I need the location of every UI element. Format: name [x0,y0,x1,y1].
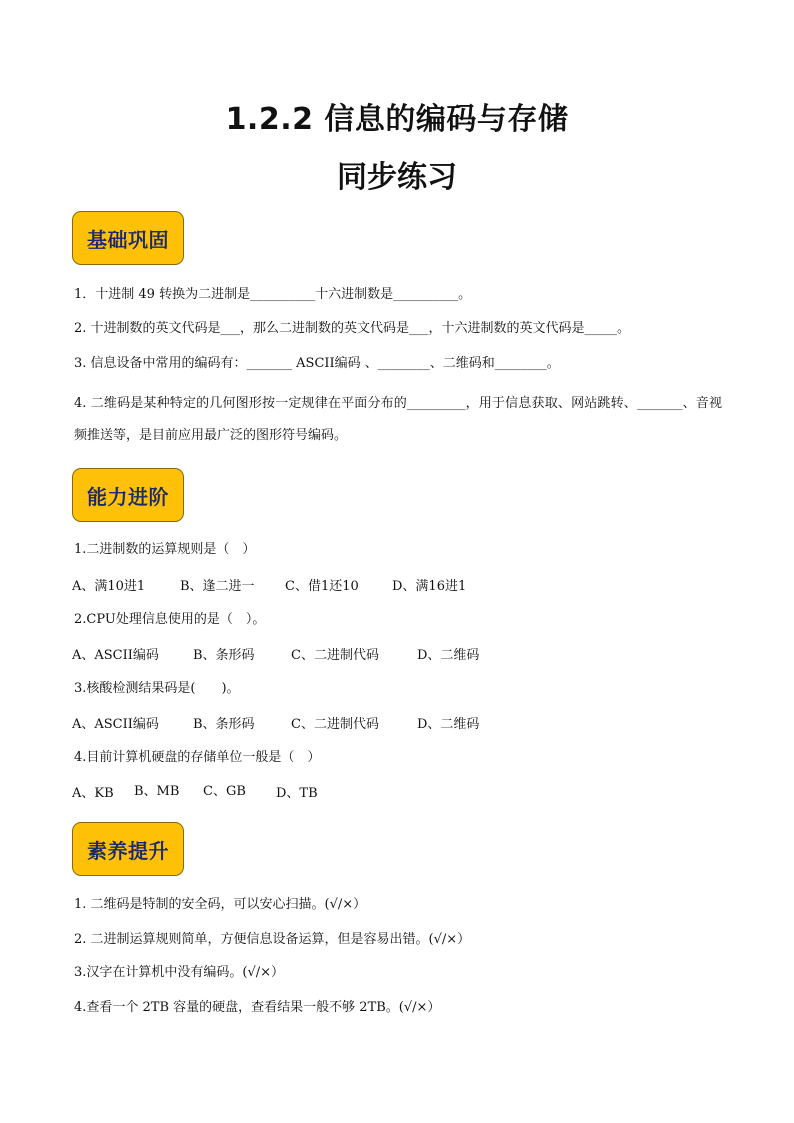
choice-question-stem: 4.目前计算机硬盘的存储单位一般是（ ） [74,750,321,765]
choice-question-stem: 2.CPU处理信息使用的是（ ）。 [74,612,266,627]
choice-option: A、ASCII编码 [72,717,159,732]
fill-blank-question: 3. 信息设备中常用的编码有：_______ ASCII编码 、________、二维码和________。 [74,356,560,371]
choice-option: B、MB [134,784,180,799]
section-badge-literacy [72,822,184,876]
choice-question-stem: 1.二进制数的运算规则是（ ） [74,542,256,557]
fill-blank-question: 4. 二维码是某种特定的几何图形按一定规律在平面分布的_________，用于信息获取、网站跳转、_______、音视频推送等，是目前应用最广泛的图形符号编码。 [74,396,722,443]
choice-option: A、满10进1 [72,579,146,594]
true-false-question: 1. 二维码是特制的安全码，可以安心扫描。(√/×） [74,897,367,912]
choice-option: A、ASCII编码 [72,648,159,663]
choice-option: C、借1还10 [285,579,359,594]
choice-option: B、逢二进一 [180,579,255,594]
choice-question-stem: 3.核酸检测结果码是( )。 [74,681,240,696]
choice-option: D、满16进1 [392,579,467,594]
section-label: 素养提升 [87,838,169,863]
choice-option: A、KB [72,786,114,801]
section-label: 能力进阶 [87,484,169,509]
section-badge-advanced [72,468,184,522]
true-false-question: 3.汉字在计算机中没有编码。(√/×） [74,965,285,980]
choice-option: D、二维码 [417,648,480,663]
true-false-question: 2. 二进制运算规则简单，方便信息设备运算，但是容易出错。(√/×） [74,932,471,947]
choice-option: D、TB [276,786,318,801]
fill-blank-question: 1．十进制 49 转换为二进制是__________十六进制数是__________。 [74,287,472,302]
document-subtitle: 同步练习 [337,160,457,195]
true-false-question: 4.查看一个 2TB 容量的硬盘，查看结果一般不够 2TB。(√/×） [74,1000,441,1015]
section-label: 基础巩固 [87,227,169,252]
choice-option: C、GB [203,784,246,799]
choice-option: B、条形码 [193,717,255,732]
fill-blank-question: 2. 十进制数的英文代码是___，那么二进制数的英文代码是___，十六进制数的英文代码是_____。 [74,321,631,336]
document-title: 1.2.2 信息的编码与存储 [225,102,569,137]
choice-option: C、二进制代码 [291,648,379,663]
choice-option: D、二维码 [417,717,480,732]
section-badge-basics [72,211,184,265]
choice-option: C、二进制代码 [291,717,379,732]
choice-option: B、条形码 [193,648,255,663]
